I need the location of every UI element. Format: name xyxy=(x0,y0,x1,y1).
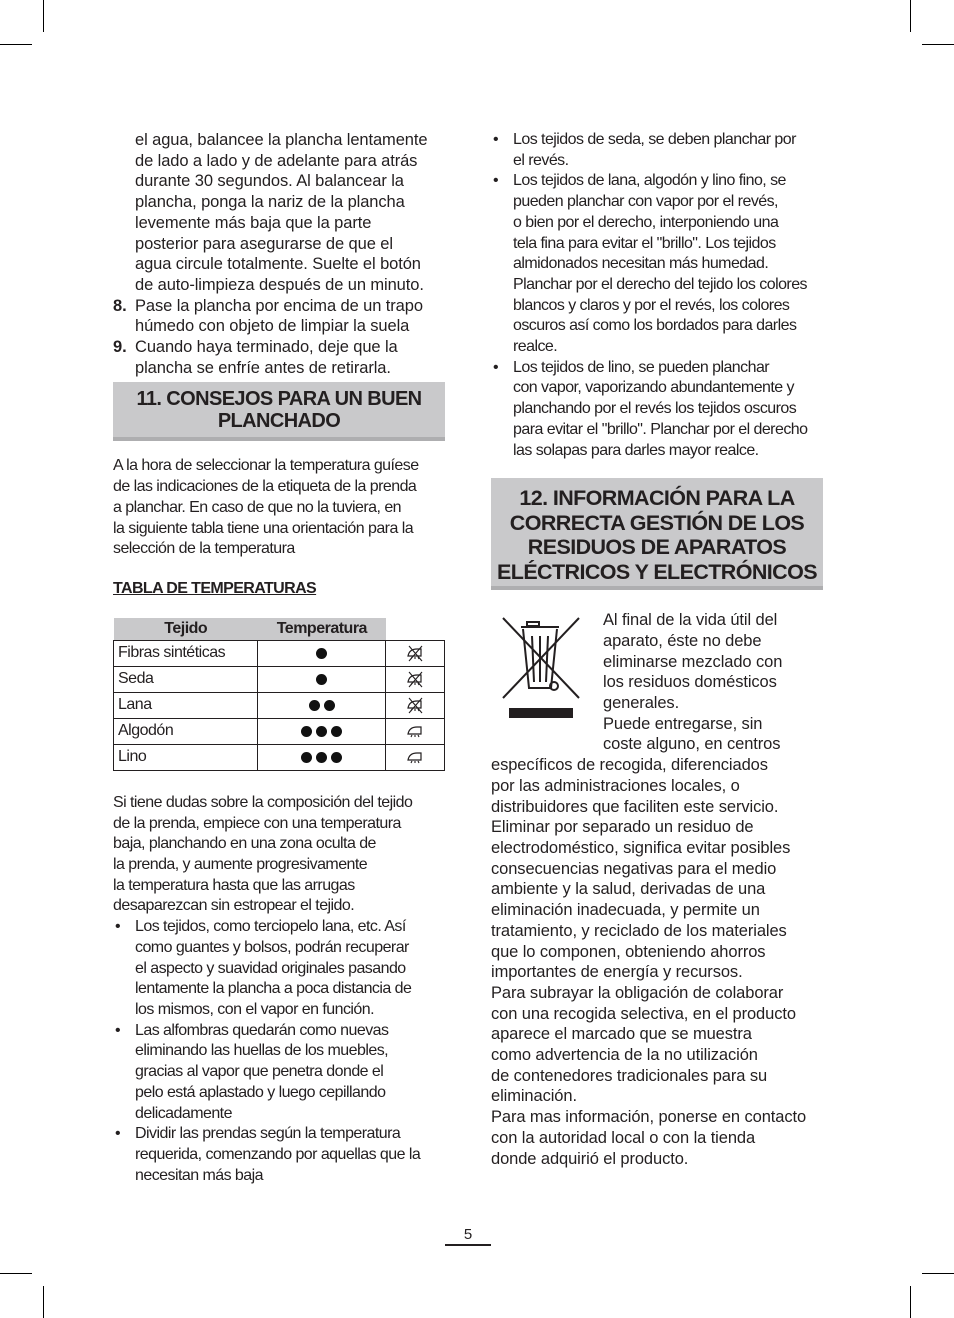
text-line: aparato, éste no debe xyxy=(603,631,762,650)
text-line: lentamente la plancha a poca distancia de xyxy=(135,980,412,998)
text-line: A la hora de seleccionar la temperatura guíese xyxy=(113,457,419,475)
bullet-icon: • xyxy=(115,1021,121,1039)
text-line: de lado a lado y de adelante para atrás xyxy=(135,151,418,170)
text-line: con vapor, vaporizando abundantemente y xyxy=(513,379,794,397)
text-line: a planchar. En caso de que no la tuviera, en xyxy=(113,498,402,516)
text-line: almidonados necesitan más humedad. xyxy=(513,255,769,273)
crop-mark xyxy=(0,1273,32,1274)
table-row xyxy=(114,744,445,770)
steam-icon xyxy=(386,718,445,744)
text-line: planchando por el revés los tejidos oscuros xyxy=(513,400,797,418)
text-line: de auto-limpieza después de un minuto. xyxy=(135,275,424,294)
step-8 xyxy=(113,296,445,337)
weee-full-text xyxy=(491,755,825,1169)
text-line: realce. xyxy=(513,338,558,356)
text-line: Los tejidos de seda, se deben planchar por xyxy=(513,131,796,148)
fabric-cell: Lana xyxy=(114,692,258,718)
text-line: generales. xyxy=(603,694,680,713)
temperature-dot-icon xyxy=(324,700,335,711)
right-column xyxy=(491,128,825,1169)
text-line: tratamiento, y reciclado de los materiales xyxy=(491,921,787,940)
crop-mark xyxy=(43,0,44,32)
heading-line: CORRECTA GESTIÓN DE LOS xyxy=(509,510,805,535)
text-line: las solapas para darles mayor realce. xyxy=(513,441,759,459)
section-11-heading xyxy=(113,382,445,441)
temperature-paragraph xyxy=(113,456,445,560)
crop-mark xyxy=(43,1286,44,1318)
temperature-dot-icon xyxy=(316,674,327,685)
crossed-out-bin-icon xyxy=(501,616,585,720)
temperature-dots xyxy=(301,752,342,763)
steam-icon xyxy=(386,744,445,770)
temperature-dot-icon xyxy=(316,726,327,737)
temperature-dots-cell xyxy=(258,744,386,770)
text-line: los residuos domésticos xyxy=(603,673,777,692)
temperature-dot-icon xyxy=(301,752,312,763)
table-row xyxy=(114,640,445,666)
temperature-dot-icon xyxy=(331,726,342,737)
text-line: Si tiene dudas sobre la composición del tejido xyxy=(113,793,413,811)
text-line: Puede entregarse, sin xyxy=(603,714,763,733)
temperature-table xyxy=(113,618,445,771)
text-line: Planchar por el derecho del tejido los colores xyxy=(513,275,807,293)
text-line: de contenedores tradicionales para su xyxy=(491,1066,768,1085)
text-line: ambiente y la salud, derivadas de una xyxy=(491,880,766,899)
temperature-dot-icon xyxy=(316,648,327,659)
heading-line: RESIDUOS DE APARATOS xyxy=(527,535,787,560)
text-line: por las administraciones locales, o xyxy=(491,776,740,795)
text-line: Cuando haya terminado, deje que la xyxy=(135,338,398,357)
text-line: aparece el marcado que se muestra xyxy=(491,1025,752,1044)
bullet-icon: • xyxy=(115,918,121,936)
crop-mark xyxy=(922,1273,954,1274)
step-number: 8. xyxy=(113,296,127,315)
text-line: consecuencias negativas para el medio xyxy=(491,859,777,878)
step-number: 9. xyxy=(113,338,127,357)
text-line: el agua, balancee la plancha lentamente xyxy=(135,131,428,149)
temperature-dots xyxy=(316,674,327,685)
text-line: como advertencia de la no utilización xyxy=(491,1046,758,1065)
heading-line: 11. CONSEJOS PARA UN BUEN xyxy=(136,388,422,411)
temperature-dot-icon xyxy=(309,700,320,711)
text-line: el aspecto y suavidad originales pasando xyxy=(135,959,406,977)
no-steam-icon xyxy=(386,692,445,718)
text-line: Para mas información, ponerse en contacto xyxy=(491,1108,807,1127)
text-line: Eliminar por separado un residuo de xyxy=(491,818,754,837)
column-header-fabric: Tejido xyxy=(114,618,258,641)
text-line: de las indicaciones de la etiqueta de la prenda xyxy=(113,478,417,496)
bullet-icon: • xyxy=(493,131,499,148)
temperature-dots-cell xyxy=(258,718,386,744)
table-row xyxy=(114,718,445,744)
text-line: que lo componen, obteniendo ahorros xyxy=(491,942,766,961)
text-line: importantes de energía y recursos. xyxy=(491,963,743,982)
text-line: Los tejidos de lino, se pueden planchar xyxy=(513,358,770,376)
temperature-dots xyxy=(309,700,335,711)
text-line: o bien por el derecho, interponiendo una xyxy=(513,213,779,231)
text-line: Los tejidos de lana, algodón y lino fino, se xyxy=(513,172,786,190)
text-line: Pase la plancha por encima de un trapo xyxy=(135,296,423,315)
bullet-icon: • xyxy=(493,358,499,376)
text-line: eliminación. xyxy=(491,1087,577,1106)
no-steam-icon xyxy=(386,666,445,692)
text-line: pueden planchar con vapor por el revés, xyxy=(513,193,778,211)
temperature-dot-icon xyxy=(301,726,312,737)
text-line: coste alguno, en centros xyxy=(603,735,781,754)
list-item xyxy=(491,171,825,357)
crop-mark xyxy=(910,1286,911,1318)
list-item xyxy=(491,358,825,462)
text-line: eliminarse mezclado con xyxy=(603,652,783,671)
crop-mark xyxy=(910,0,911,32)
text-line: Al final de la vida útil del xyxy=(603,611,778,630)
no-steam-icon xyxy=(386,640,445,666)
left-column xyxy=(113,128,445,1186)
text-line: como guantes y bolsos, podrán recuperar xyxy=(135,938,409,956)
text-line: levemente más baja que la parte xyxy=(135,213,372,232)
text-line: donde adquirió el producto. xyxy=(491,1149,689,1168)
page-number-rule xyxy=(445,1244,491,1246)
table-row xyxy=(114,666,445,692)
crop-mark xyxy=(0,44,32,45)
text-line: baja, planchando en una zona oculta de xyxy=(113,835,376,853)
list-item xyxy=(113,1124,445,1186)
text-line: eliminación inadecuada, y permite un xyxy=(491,901,760,920)
list-item xyxy=(113,917,445,1021)
text-line: para evitar el "brillo". Planchar por el derecho xyxy=(513,420,808,438)
text-line: el revés. xyxy=(513,151,569,169)
temperature-dots xyxy=(301,726,342,737)
text-line: con la autoridad local o con la tienda xyxy=(491,1128,756,1147)
text-line: específicos de recogida, diferenciados xyxy=(491,756,768,775)
temperature-dots-cell xyxy=(258,640,386,666)
temperature-dots-cell xyxy=(258,666,386,692)
column-header-empty xyxy=(386,618,445,641)
bullet-icon: • xyxy=(115,1125,121,1143)
bullet-icon: • xyxy=(493,172,499,190)
table-row xyxy=(114,692,445,718)
doubts-paragraph xyxy=(113,793,445,917)
text-line: gracias al vapor que penetra donde el xyxy=(135,1063,384,1081)
list-item xyxy=(113,1021,445,1125)
text-line: plancha se enfríe antes de retirarla. xyxy=(135,358,391,377)
text-line: los mismos, con el vapor en función. xyxy=(135,1000,374,1018)
temperature-dots-cell xyxy=(258,692,386,718)
text-line: la prenda, y aumente progresivamente xyxy=(113,856,368,874)
text-line: eliminando las huellas de los muebles, xyxy=(135,1042,389,1060)
text-line: agua circule totalmente. Suelte el botón xyxy=(135,255,421,274)
heading-line: ELÉCTRICOS Y ELECTRÓNICOS xyxy=(497,559,817,584)
text-line: distribuidores que faciliten este servicio. xyxy=(491,797,779,816)
text-line: posterior para asegurarse de que el xyxy=(135,234,393,253)
text-line: delicadamente xyxy=(135,1104,232,1122)
fabric-cell: Seda xyxy=(114,666,258,692)
column-header-temperature: Temperatura xyxy=(258,618,386,641)
step-9 xyxy=(113,337,445,378)
temperature-dot-icon xyxy=(331,752,342,763)
fabric-cell: Fibras sintéticas xyxy=(114,640,258,666)
text-line: la siguiente tabla tiene una orientación para la xyxy=(113,519,414,537)
text-line: húmedo con objeto de limpiar la suela xyxy=(135,317,410,336)
heading-line: 12. INFORMACIÓN PARA LA xyxy=(519,486,795,511)
text-line: desaparezcan sin estropear el tejido. xyxy=(113,897,355,915)
table-title: TABLA DE TEMPERATURAS xyxy=(113,579,317,597)
text-line: blancos y claros y por el revés, los colores xyxy=(513,296,790,314)
text-line: tela fina para evitar el "brillo". Los tejidos xyxy=(513,234,776,252)
text-line: requerida, comenzando por aquellas que la xyxy=(135,1145,421,1163)
text-line: pelo está aplastado y luego cepillando xyxy=(135,1083,386,1101)
text-line: la temperatura hasta que las arrugas xyxy=(113,876,355,894)
temperature-dots xyxy=(316,648,327,659)
text-line: Dividir las prendas según la temperatura xyxy=(135,1125,401,1143)
text-line: Para subrayar la obligación de colaborar xyxy=(491,983,784,1002)
text-line: necesitan más baja xyxy=(135,1166,263,1184)
list-item xyxy=(491,130,825,171)
text-line: plancha, ponga la nariz de la plancha xyxy=(135,193,405,212)
text-line: oscuros así como los bordados para darles xyxy=(513,317,797,335)
weee-block xyxy=(491,610,825,1169)
text-line: durante 30 segundos. Al balancear la xyxy=(135,172,404,191)
temperature-dot-icon xyxy=(316,752,327,763)
text-line: selección de la temperatura xyxy=(113,540,295,558)
text-line: de la prenda, empiece con una temperatura xyxy=(113,814,401,832)
text-line: Los tejidos, como terciopelo lana, etc. Así xyxy=(135,918,406,936)
table-header-row xyxy=(114,618,445,641)
page-number: 5 xyxy=(463,1226,473,1243)
intro-paragraph xyxy=(113,130,445,296)
section-12-heading xyxy=(491,478,823,590)
fabric-cell: Lino xyxy=(114,744,258,770)
fabric-cell: Algodón xyxy=(114,718,258,744)
text-line: Las alfombras quedarán como nuevas xyxy=(135,1021,389,1039)
text-line: electrodoméstico, significa evitar posibles xyxy=(491,838,791,857)
crop-mark xyxy=(922,44,954,45)
text-line: con una recogida selectiva, en el producto xyxy=(491,1004,796,1023)
heading-line: PLANCHADO xyxy=(217,410,341,433)
